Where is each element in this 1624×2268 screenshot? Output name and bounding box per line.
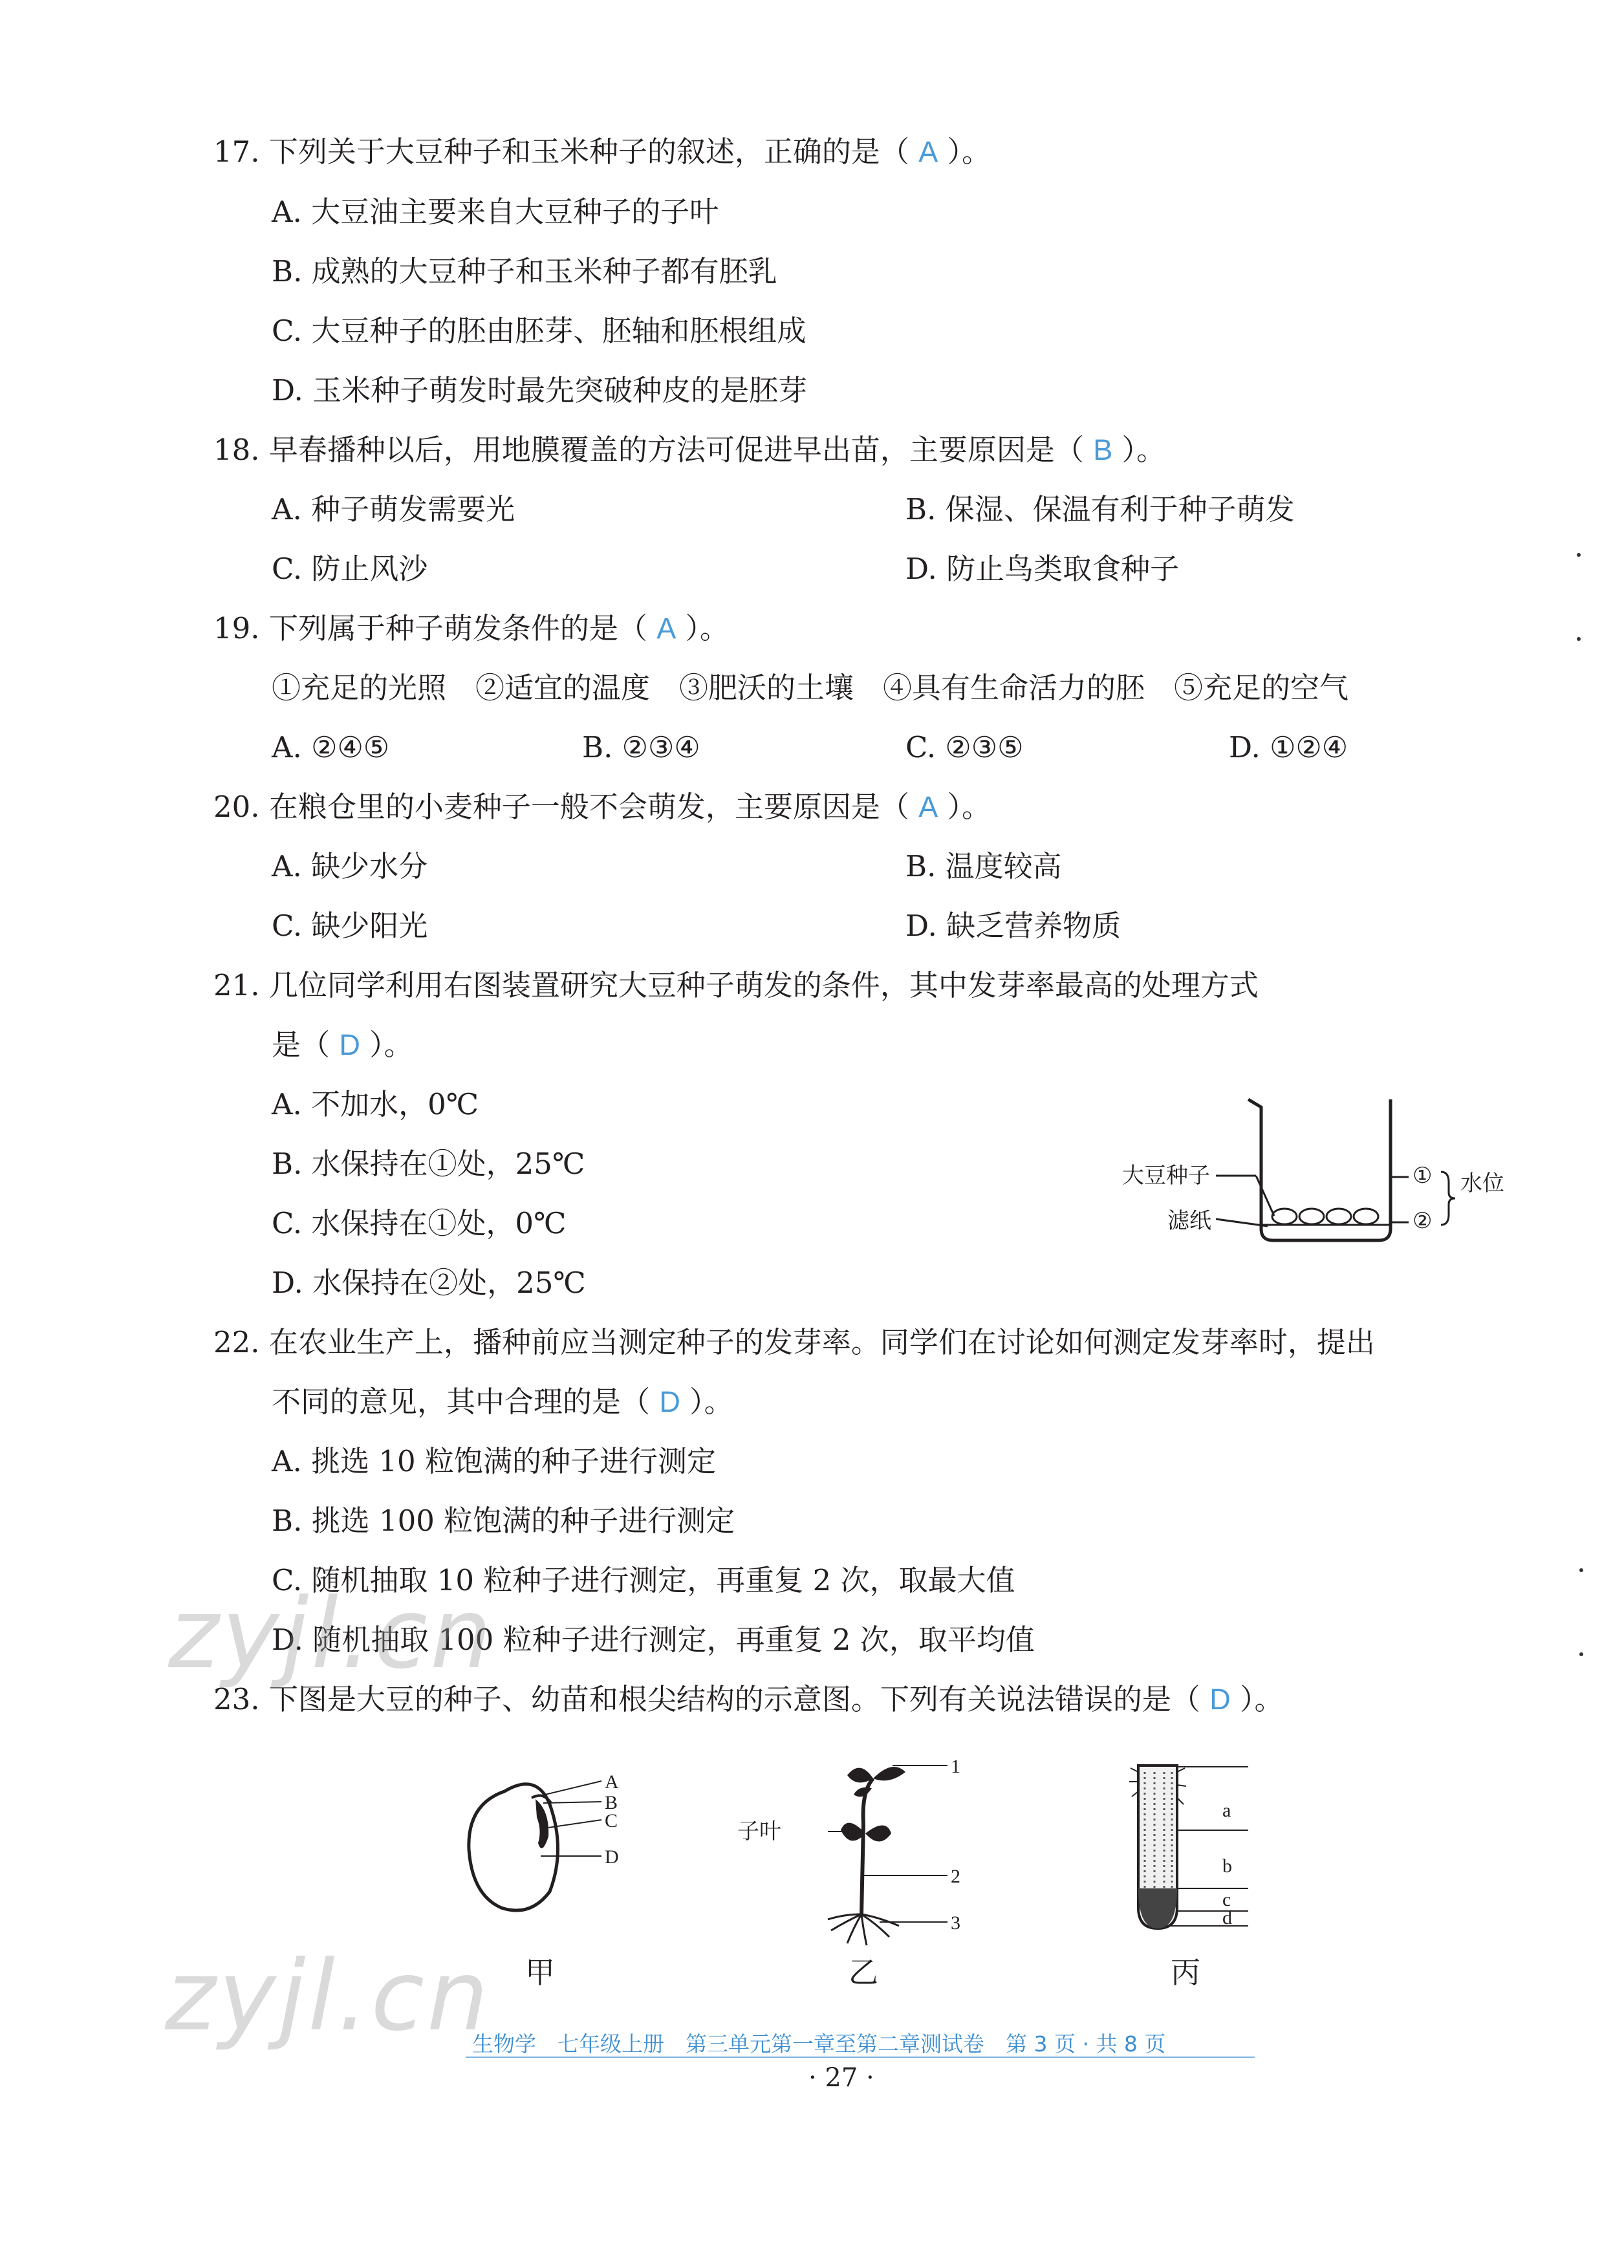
q21-stem-cont: 是（ D ）。 <box>272 1028 413 1062</box>
q18-option-d: D. 防止鸟类取食种子 <box>905 552 1180 586</box>
q21-option-d: D. 水保持在②处，25℃ <box>272 1266 586 1300</box>
scan-speck <box>1577 637 1581 641</box>
q22-option-d: D. 随机抽取 100 粒种子进行测定，再重复 2 次，取平均值 <box>272 1623 1035 1657</box>
root-tip-diagram <box>1125 1759 1255 1934</box>
q19-option-a: A. ②④⑤ <box>272 730 390 764</box>
q19-option-d: D. ①②④ <box>1229 730 1348 764</box>
q17-option-d: D. 玉米种子萌发时最先突破种皮的是胚芽 <box>272 373 808 407</box>
q20-stem: 20. 在粮仓里的小麦种子一般不会萌发，主要原因是（ A ）。 <box>213 790 991 824</box>
q21-stem: 21. 几位同学利用右图装置研究大豆种子萌发的条件，其中发芽率最高的处理方式 <box>213 968 1259 1002</box>
seedling-label-2: 2 <box>951 1866 960 1887</box>
root-label-d: d <box>1222 1907 1232 1928</box>
q20-option-c: C. 缺少阳光 <box>272 909 428 943</box>
brace-icon <box>1438 1169 1458 1227</box>
root-label-b: b <box>1222 1855 1232 1877</box>
q21-option-c: C. 水保持在①处，0℃ <box>272 1206 567 1240</box>
scan-speck <box>1577 553 1581 557</box>
seed-label-a: A <box>605 1771 619 1793</box>
root-label-a: a <box>1222 1800 1231 1821</box>
q20-option-d: D. 缺乏营养物质 <box>905 909 1121 943</box>
caption-jia: 甲 <box>525 1955 555 1990</box>
q22-answer: D <box>659 1385 680 1418</box>
footer-text: 生物学 七年级上册 第三单元第一章至第二章测试卷 第 3 页 · 共 8 页 <box>472 2031 1166 2057</box>
q22-option-c: C. 随机抽取 10 粒种子进行测定，再重复 2 次，取最大值 <box>272 1563 1015 1597</box>
q18-option-c: C. 防止风沙 <box>272 552 428 586</box>
page-number: · 27 · <box>808 2063 874 2093</box>
seed-label-d: D <box>605 1846 619 1868</box>
watermark-top: zyjl.cn <box>168 1578 495 1690</box>
q20-option-a: A. 缺少水分 <box>272 849 428 883</box>
seed-label-c: C <box>605 1810 618 1831</box>
q22-option-a: A. 挑选 10 粒饱满的种子进行测定 <box>272 1444 716 1478</box>
q19-stem: 19. 下列属于种子萌发条件的是（ A ）。 <box>213 611 730 645</box>
q23-answer: D <box>1209 1683 1231 1716</box>
q17-option-c: C. 大豆种子的胚由胚芽、胚轴和胚根组成 <box>272 314 807 348</box>
q18-stem: 18. 早春播种以后，用地膜覆盖的方法可促进早出苗，主要原因是（ B ）。 <box>213 433 1166 467</box>
root-label-c: c <box>1222 1889 1231 1910</box>
caption-yi: 乙 <box>849 1955 878 1990</box>
q21-option-b: B. 水保持在①处，25℃ <box>272 1147 585 1181</box>
q22-stem: 22. 在农业生产上，播种前应当测定种子的发芽率。同学们在讨论如何测定发芽率时，提出 <box>213 1325 1375 1359</box>
beaker-level-1: ① <box>1413 1163 1433 1189</box>
q23-stem: 23. 下图是大豆的种子、幼苗和根尖结构的示意图。下列有关说法错误的是（ D ）。 <box>213 1682 1284 1716</box>
scan-speck <box>1579 1652 1583 1656</box>
caption-bing: 丙 <box>1171 1955 1200 1990</box>
seedling-leaf-label: 子叶 <box>737 1819 781 1844</box>
scan-speck <box>1579 1568 1583 1572</box>
q20-option-b: B. 温度较高 <box>905 849 1062 883</box>
q21-option-a: A. 不加水，0℃ <box>272 1087 479 1121</box>
seed-label-b: B <box>605 1792 618 1813</box>
seedling-label-3: 3 <box>951 1912 960 1934</box>
q17-option-a: A. 大豆油主要来自大豆种子的子叶 <box>272 195 719 229</box>
beaker-leader-lines <box>1216 1164 1281 1235</box>
seed-diagram <box>459 1766 627 1921</box>
q17-stem: 17. 下列关于大豆种子和玉米种子的叙述，正确的是（ A ）。 <box>213 135 991 169</box>
beaker-level-2: ② <box>1413 1208 1433 1234</box>
q19-answer: A <box>656 612 677 645</box>
beaker-paper-label: 滤纸 <box>1167 1208 1211 1234</box>
q17-option-b: B. 成熟的大豆种子和玉米种子都有胚乳 <box>272 254 777 288</box>
beaker-seed-label: 大豆种子 <box>1122 1163 1210 1189</box>
q18-answer: B <box>1093 433 1113 466</box>
q18-option-a: A. 种子萌发需要光 <box>272 492 515 526</box>
q19-option-b: B. ②③④ <box>582 730 700 764</box>
q21-answer: D <box>339 1028 360 1061</box>
q20-answer: A <box>918 790 938 823</box>
q22-stem-cont: 不同的意见，其中合理的是（ D ）。 <box>272 1385 733 1419</box>
q17-answer: A <box>918 135 938 168</box>
seedling-diagram <box>802 1753 951 1947</box>
q19-conditions: ①充足的光照 ②适宜的温度 ③肥沃的土壤 ④具有生命活力的胚 ⑤充足的空气 <box>272 671 1349 705</box>
watermark-bottom: zyjl.cn <box>165 1940 492 2053</box>
beaker-water-label: 水位 <box>1460 1171 1504 1196</box>
q19-option-c: C. ②③⑤ <box>905 730 1024 764</box>
q18-option-b: B. 保湿、保温有利于种子萌发 <box>905 492 1295 526</box>
q22-option-b: B. 挑选 100 粒饱满的种子进行测定 <box>272 1504 735 1538</box>
footer-divider <box>466 2057 1255 2058</box>
seedling-label-1: 1 <box>951 1756 960 1777</box>
